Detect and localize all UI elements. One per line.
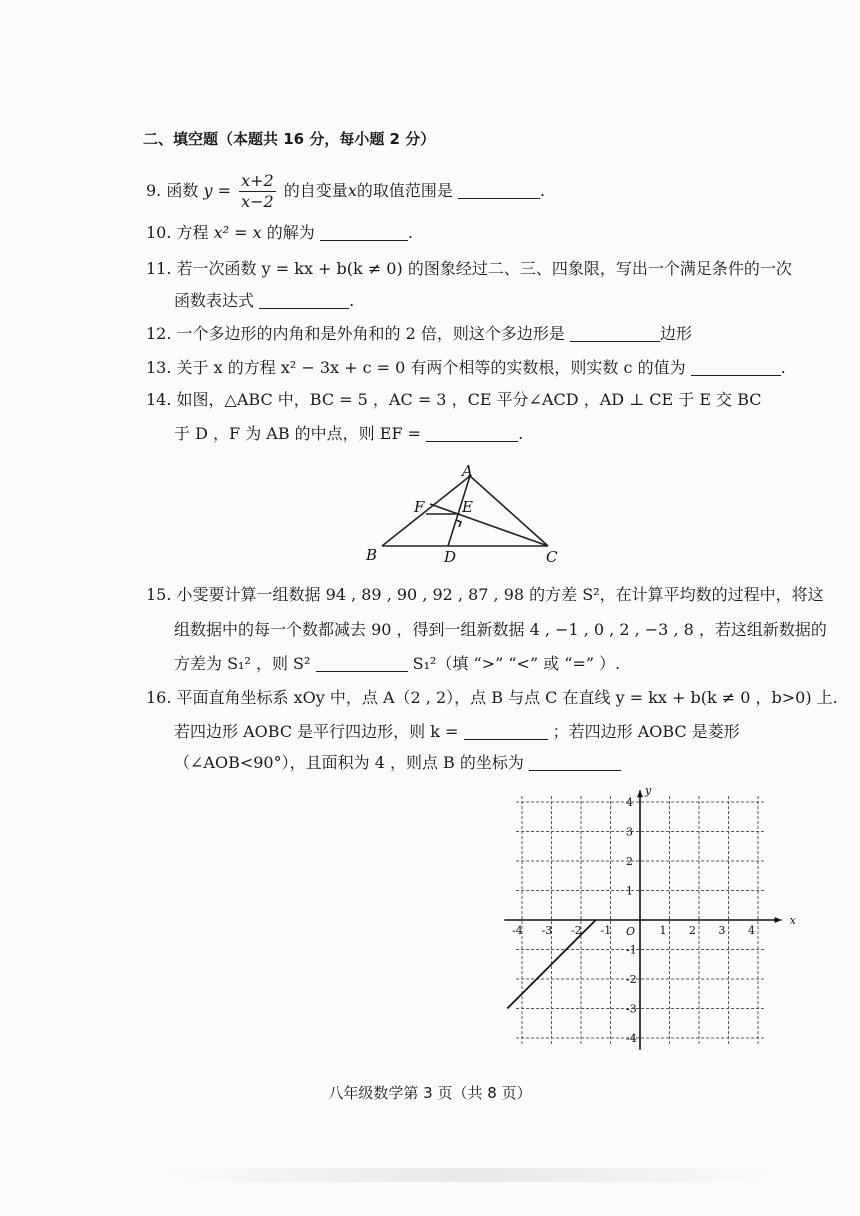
question-9: 9. 函数 y = $\frac{x+2}{x-2}$ 的自变量x的取值范围是 .	[146, 171, 546, 211]
question-15-cont2: 方差为 S₁² ，则 S² S₁²（填 “>” “<” 或 “=” ）.	[174, 654, 621, 673]
x-axis-label: x	[789, 914, 796, 927]
scan-shadow	[160, 1168, 780, 1182]
right-angle-mark	[456, 520, 461, 527]
question-11-cont: 函数表达式 .	[174, 291, 355, 310]
y-axis-label: y	[645, 785, 652, 798]
x-tick-label: -4	[512, 924, 523, 937]
x-axis-arrow	[775, 917, 782, 923]
y-tick-label: -4	[626, 1032, 637, 1045]
question-number: 13.	[146, 358, 172, 377]
segment-ce	[430, 504, 548, 546]
question-number: 14.	[146, 390, 172, 409]
question-10: 10. 方程 x² = x 的解为 .	[146, 223, 413, 242]
label-b: B	[366, 546, 378, 564]
question-number: 10.	[146, 223, 172, 242]
section-title: 二、填空题（本题共 16 分，每小题 2 分）	[143, 130, 436, 148]
y-axis-arrow	[637, 790, 643, 797]
y-tick-label: -3	[626, 1002, 637, 1016]
y-tick-label: 1	[626, 884, 633, 898]
x-tick-label: 2	[689, 924, 696, 937]
label-f: F	[414, 498, 425, 516]
y-tick-label: -1	[626, 943, 637, 957]
answer-blank[interactable]	[426, 425, 518, 442]
question-number: 12.	[146, 324, 172, 343]
answer-blank[interactable]	[320, 224, 408, 241]
segment-ab	[382, 476, 470, 546]
question-14-cont: 于 D ，F 为 AB 的中点，则 EF = .	[174, 424, 524, 443]
answer-blank[interactable]	[316, 655, 408, 672]
answer-blank[interactable]	[464, 723, 548, 740]
page-footer: 八年级数学第 3 页（共 8 页）	[328, 1084, 532, 1102]
question-number: 15.	[146, 585, 172, 604]
label-d: D	[444, 548, 457, 566]
answer-blank[interactable]	[259, 292, 349, 309]
question-15: 15. 小雯要计算一组数据 94 , 89 , 90 , 92 , 87 , 98 的方差 S²，在计算平均数的过程中，将这	[146, 585, 824, 604]
question-number: 16.	[146, 688, 172, 707]
fraction: $\frac{x+2}{x-2}$	[241, 171, 274, 211]
question-number: 9.	[146, 181, 162, 200]
x-tick-label: 4	[748, 924, 755, 937]
question-14: 14. 如图，△ABC 中，BC = 5 ，AC = 3 ，CE 平分∠ACD ，AD ⊥ CE 于 E 交 BC	[146, 390, 762, 409]
y-tick-label: 2	[626, 855, 633, 868]
x-tick-label: -2	[571, 924, 582, 937]
question-16-cont2: （∠AOB<90°），且面积为 4 ，则点 B 的坐标为	[174, 752, 621, 774]
x-tick-label: -3	[541, 924, 553, 937]
tick-labels	[512, 785, 797, 1045]
x-tick-label: -1	[600, 924, 612, 937]
axes	[504, 790, 781, 1050]
label-a: A	[462, 462, 473, 480]
x-tick-label: 3	[718, 924, 726, 937]
answer-blank[interactable]	[691, 359, 781, 376]
coordinate-grid	[495, 785, 800, 1055]
triangle-figure	[360, 462, 570, 566]
question-11: 11. 若一次函数 y = kx + b(k ≠ 0) 的图象经过二、三、四象限，写出一个满足条件的一次	[146, 259, 792, 278]
x-tick-label: 1	[659, 924, 667, 937]
question-number: 11.	[146, 259, 172, 278]
question-15-cont: 组数据中的每一个数都减去 90 ，得到一组新数据 4 , −1 , 0 , 2 , −3 , 8 ，若这组新数据的	[174, 620, 827, 639]
question-16-cont: 若四边形 AOBC 是平行四边形，则 k = ；若四边形 AOBC 是菱形	[174, 722, 740, 741]
question-16: 16. 平面直角坐标系 xOy 中，点 A（2 , 2），点 B 与点 C 在直线 y = kx + b(k ≠ 0 ，b>0) 上.	[146, 688, 838, 707]
answer-blank[interactable]	[570, 325, 660, 342]
answer-blank[interactable]	[458, 182, 540, 199]
segment-ac	[470, 476, 548, 546]
origin-label: O	[626, 925, 636, 938]
answer-blank[interactable]	[529, 754, 621, 771]
y-tick-label: 4	[626, 796, 633, 809]
label-e: E	[462, 498, 473, 516]
y-tick-label: 3	[626, 825, 633, 839]
question-13: 13. 关于 x 的方程 x² − 3x + c = 0 有两个相等的实数根，则实数 c 的值为 .	[146, 358, 786, 377]
y-tick-label: -2	[626, 973, 637, 986]
question-12: 12. 一个多边形的内角和是外角和的 2 倍，则这个多边形是 边形	[146, 324, 693, 343]
label-c: C	[546, 548, 558, 566]
